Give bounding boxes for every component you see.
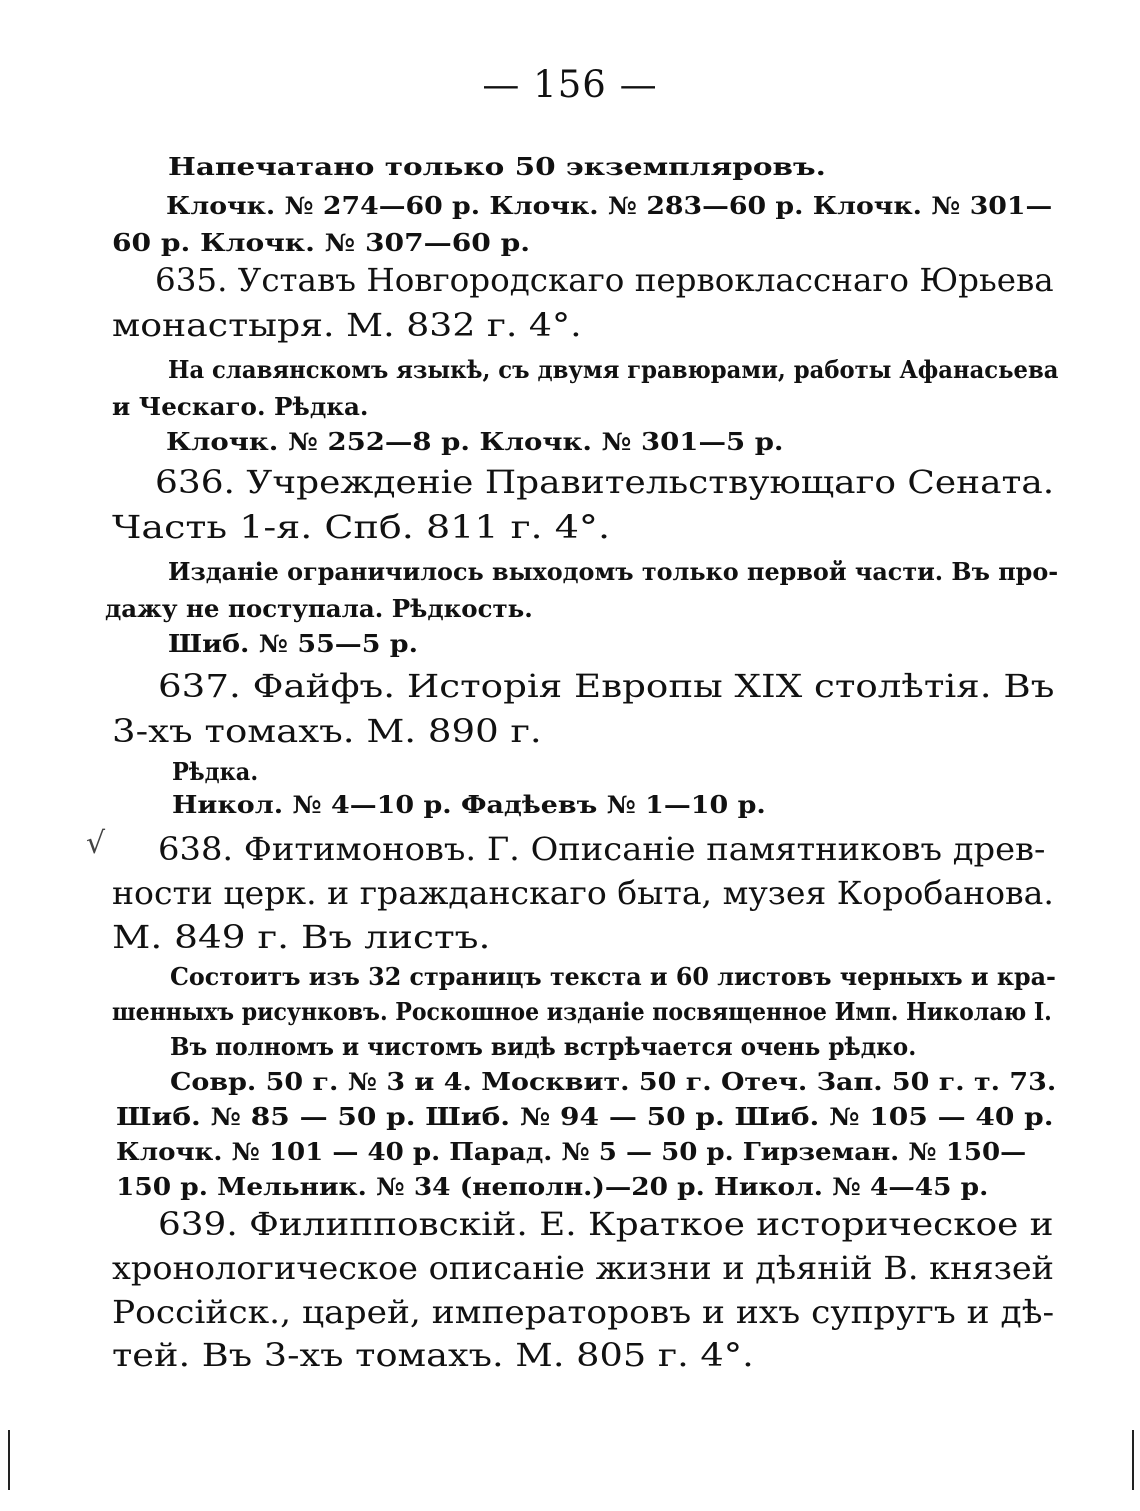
text-line: и Ческаго. Рѣдка. [112,392,369,421]
text-line: 150 р. Мельник. № 34 (неполн.)—20 р. Никол. № 4—45 р. [116,1172,989,1201]
text-line: Шиб. № 55—5 р. [168,629,418,658]
entry-heading-line: 635. Уставъ Новгородскаго первокласснаго Юрьева [155,261,1054,299]
text-line: Клочк. № 274—60 р. Клочк. № 283—60 р. Клочк. № 301— [166,191,1053,220]
scan-edge-line-right [1132,1430,1134,1490]
entry-heading-line: 638. Фитимоновъ. Г. Описаніе памятниковъ древ- [158,830,1046,868]
text-line: Напечатано только 50 экземпляровъ. [168,152,826,181]
entry-heading-line: тей. Въ 3-хъ томахъ. М. 805 г. 4°. [112,1336,754,1374]
text-line: Шиб. № 85 — 50 р. Шиб. № 94 — 50 р. Шиб. № 105 — 40 р. [116,1102,1054,1131]
entry-heading-line: 3-хъ томахъ. М. 890 г. [112,712,542,750]
text-line: Совр. 50 г. № 3 и 4. Москвит. 50 г. Отеч. Зап. 50 г. т. 73. [170,1067,1057,1096]
margin-check-mark: √ [86,826,106,861]
entry-heading-line: ности церк. и гражданскаго быта, музея Коробанова. [112,874,1054,912]
text-line: Никол. № 4—10 р. Фадѣевъ № 1—10 р. [172,790,766,819]
text-line: Рѣдка. [172,757,259,786]
entry-heading-line: М. 849 г. Въ листъ. [112,918,491,956]
entry-heading-line: Россійск., царей, императоровъ и ихъ супругъ и дѣ- [112,1293,1055,1331]
entry-heading-line: хронологическое описаніе жизни и дѣяній В. князей [112,1249,1054,1287]
entry-heading-line: 637. Файфъ. Исторія Европы XIX столѣтія. Въ [158,667,1055,705]
scan-edge-line-left [8,1430,10,1490]
page-number: — 156 — [482,63,658,106]
text-line: Клочк. № 101 — 40 р. Парад. № 5 — 50 р. Гирземан. № 150— [116,1137,1027,1166]
text-line: шенныхъ рисунковъ. Роскошное изданіе посвященное Имп. Николаю I. [112,997,1052,1026]
entry-heading-line: 639. Филипповскій. Е. Краткое историческое и [158,1205,1054,1243]
entry-heading-line: Часть 1-я. Спб. 811 г. 4°. [112,508,611,546]
text-line: Клочк. № 252—8 р. Клочк. № 301—5 р. [166,427,784,456]
entry-heading-line: 636. Учрежденіе Правительствующаго Сената. [155,463,1055,501]
text-line: Состоитъ изъ 32 страницъ текста и 60 листовъ черныхъ и кра- [170,962,1056,991]
text-line: На славянскомъ языкѣ, съ двумя гравюрами, работы Афанасьева [168,355,1059,384]
text-line: Изданіе ограничилось выходомъ только первой части. Въ про- [168,557,1059,586]
text-line: 60 р. Клочк. № 307—60 р. [112,228,531,257]
text-line: Въ полномъ и чистомъ видѣ встрѣчается очень рѣдко. [170,1032,917,1061]
text-line: дажу не поступала. Рѣдкость. [105,594,533,623]
entry-heading-line: монастыря. М. 832 г. 4°. [112,306,582,344]
